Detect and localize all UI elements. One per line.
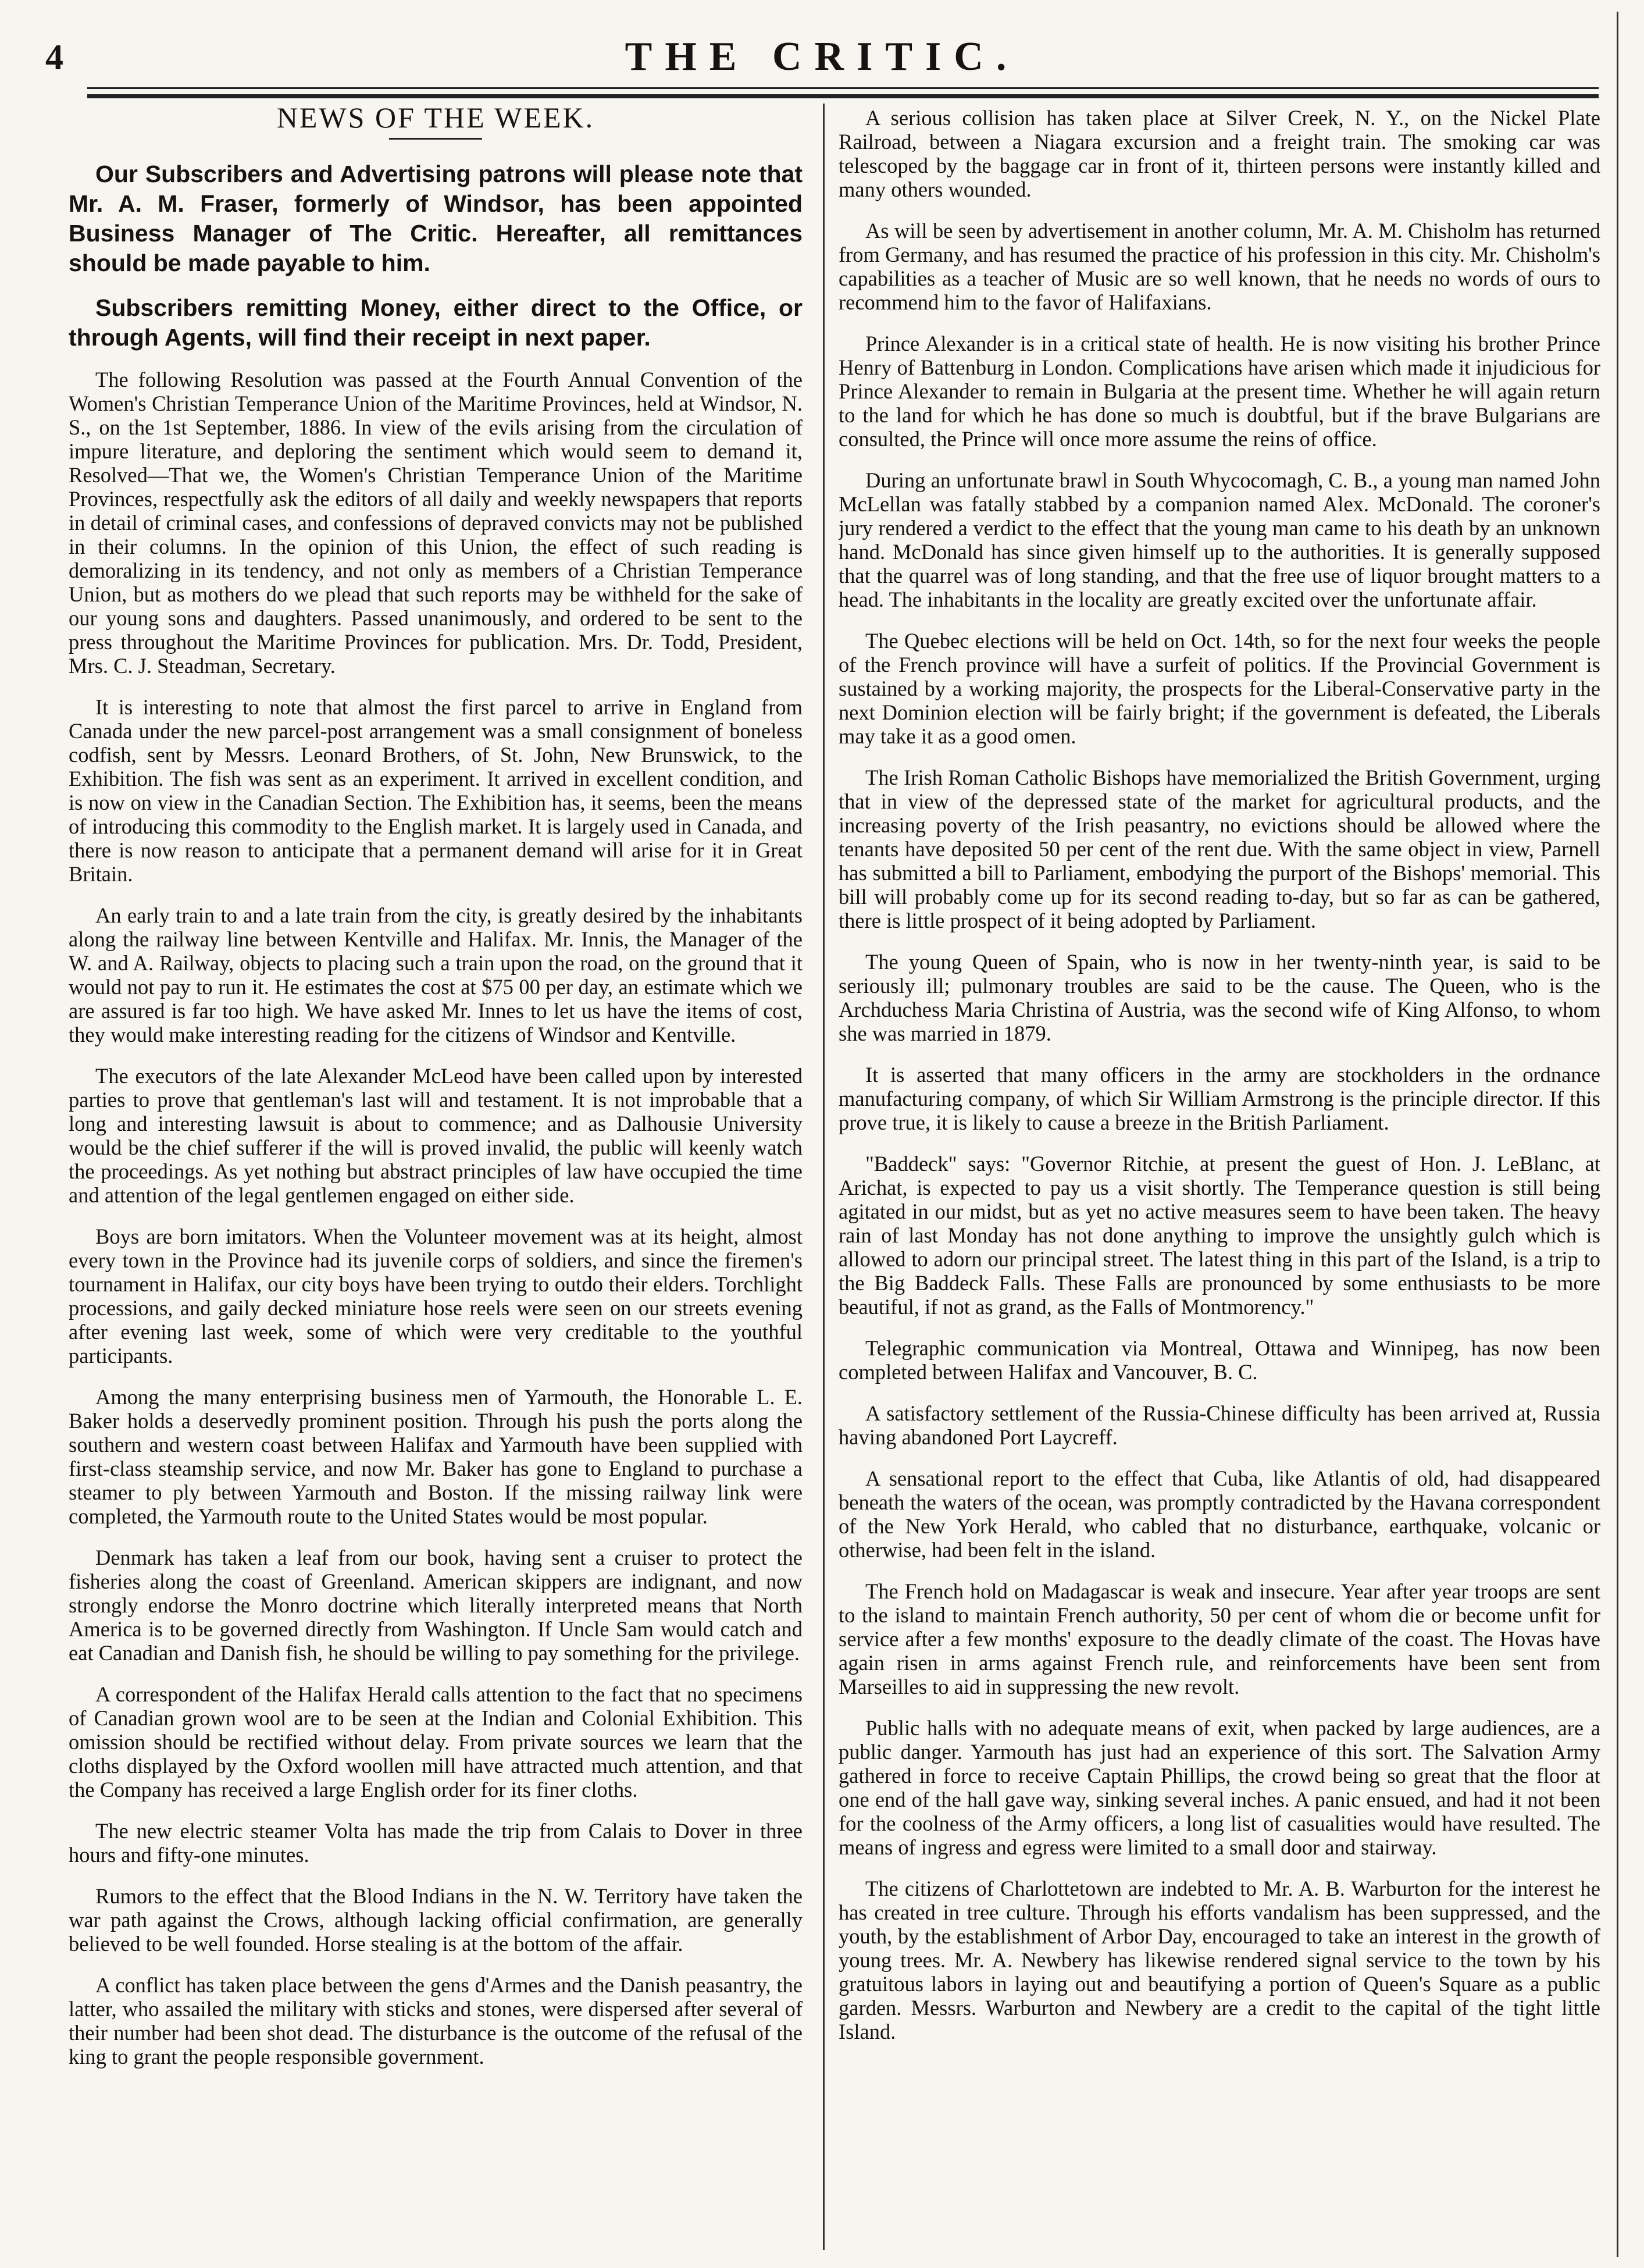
- news-item-volta: The new electric steamer Volta has made the trip from Calais to Dover in three hours and fifty-one minutes.: [69, 1819, 803, 1867]
- news-item-codfish: It is interesting to note that almost the first parcel to arrive in England from Canada under the new parcel-post arrangement was a small consignment of boneless codfish, sent by Messrs. Leonard Brothers, of St. John, New Brunswick, to the Exhibition. The fish was sent as an experiment. It arrived in excellent condition, and is now on view in the Canadian Section. The Exhibition has, it seems, been the means of introducing this commodity to the English market. It is largely used in Canada, and there is now reason to anticipate that a permanent demand will arise for it in Great Britain.: [69, 695, 803, 886]
- left-column: [69, 106, 803, 2252]
- news-item-yarmouth: Among the many enterprising business men of Yarmouth, the Honorable L. E. Baker holds a deservedly prominent position. Through his push the ports along the southern and western coast between Halifax and Yarmouth have been supplied with first-class steamship service, and now Mr. Baker has gone to England to purchase a steamer to ply between Yarmouth and Boston. If the missing railway link were completed, the Yarmouth route to the United States would be most popular.: [69, 1385, 803, 1528]
- news-item-quebec-elections: The Quebec elections will be held on Oct. 14th, so for the next four weeks the people of the French province will have a surfeit of politics. If the Provincial Government is sustained by a working majority, the prospects for the Liberal-Conservative party in the next Dominion election will be fairly bright; if the government is defeated, the Liberals may take it as a good omen.: [839, 629, 1600, 748]
- news-item-wctu-resolution: The following Resolution was passed at the Fourth Annual Convention of the Women's Christian Temperance Union of the Maritime Provinces, held at Windsor, N. S., on the 1st September, 1886. In view of the evils arising from the circulation of impure literature, and deploring the sentiment which would seem to demand it, Resolved—That we, the Women's Christian Temperance Union of the Maritime Provinces, respectfully ask the editors of all daily and weekly newspapers that reports in detail of criminal cases, and confessions of depraved convicts may not be published in their columns. In the opinion of this Union, the effect of such reading is demoralizing in its tendency, and not only as members of a Christian Temperance Union, but as mothers do we plead that such reports may be withheld for the sake of our young sons and daughters. Passed unanimously, and ordered to be sent to the press throughout the Maritime Provinces for publication. Mrs. Dr. Todd, President, Mrs. C. J. Steadman, Secretary.: [69, 368, 803, 678]
- news-item-irish-bishops: The Irish Roman Catholic Bishops have memorialized the British Government, urging that in view of the depressed state of the market for agricultural products, and the increasing poverty of the Irish peasantry, no evictions should be allowed where the tenants have deposited 50 per cent of the rent due. With the same object in view, Parnell has submitted a bill to Parliament, embodying the purport of the Bishops' memorial. This bill will probably come up for its second reading to-day, but so far as can be gathered, there is little prospect of it being adopted by Parliament.: [839, 766, 1600, 932]
- header-rule-thick: [87, 94, 1599, 98]
- news-item-brawl: During an unfortunate brawl in South Whycocomagh, C. B., a young man named John McLellan was fatally stabbed by a companion named Alex. McDonald. The coroner's jury rendered a verdict to the effect that the young man came to his death by an unknown hand. McDonald has since given himself up to the authorities. It is generally supposed that the quarrel was of long standing, and that the free use of liquor brought matters to a head. The inhabitants in the locality are greatly excited over the unfortunate affair.: [839, 468, 1600, 611]
- page-edge-rule: [1617, 12, 1618, 2257]
- news-item-collision: A serious collision has taken place at Silver Creek, N. Y., on the Nickel Plate Railroad, between a Niagara excursion and a freight train. The smoking car was telescoped by the baggage car in front of it, thirteen persons were instantly killed and many others wounded.: [839, 106, 1600, 201]
- news-item-mcleod-will: The executors of the late Alexander McLeod have been called upon by interested parties to prove that gentleman's last will and testament. It is not improbable that a long and interesting lawsuit is about to commence; and as Dalhousie University would be the chief sufferer if the will is proved invalid, the public will keenly watch the proceedings. As yet nothing but abstract principles of law have occupied the time and attention of the legal gentlemen engaged on either side.: [69, 1064, 803, 1207]
- news-item-telegraph: Telegraphic communication via Montreal, Ottawa and Winnipeg, has now been completed between Halifax and Vancouver, B. C.: [839, 1336, 1600, 1384]
- masthead: THE CRITIC.: [625, 34, 1019, 79]
- news-item-boys: Boys are born imitators. When the Volunteer movement was at its height, almost every town in the Province had its juvenile corps of soldiers, and since the firemen's tournament in Halifax, our city boys have been trying to outdo their elders. Torchlight processions, and gaily decked miniature hose reels were seen on our streets evening after evening last week, some of which were very creditable to the youthful participants.: [69, 1224, 803, 1368]
- title-rule: [389, 138, 482, 140]
- news-item-ordnance: It is asserted that many officers in the army are stockholders in the ordnance manufacturing company, of which Sir William Armstrong is the principle director. If this prove true, it is likely to cause a breeze in the British Parliament.: [839, 1063, 1600, 1134]
- news-item-prince-alexander: Prince Alexander is in a critical state of health. He is now visiting his brother Prince Henry of Battenburg in London. Complications have arisen which made it injudicious for Prince Alexander to remain in Bulgaria at the present time. Whether he will again return to the land for which he has done so much is doubtful, but if the brave Bulgarians are consulted, the Prince will once more assume the reins of office.: [839, 332, 1600, 451]
- right-column: [839, 106, 1600, 2252]
- header-rule-thin: [87, 87, 1599, 89]
- news-item-denmark: Denmark has taken a leaf from our book, having sent a cruiser to protect the fisheries along the coast of Greenland. American skippers are indignant, and now strongly endorse the Monro doctrine which literally interpreted means that North America is to be governed directly from Washington. If Uncle Sam would catch and eat Canadian and Danish fish, he should be willing to pay something for the privilege.: [69, 1546, 803, 1665]
- news-item-blood-indians: Rumors to the effect that the Blood Indians in the N. W. Territory have taken the war path against the Crows, although lacking official confirmation, are generally believed to be well founded. Horse stealing is at the bottom of the affair.: [69, 1884, 803, 1956]
- news-item-public-halls: Public halls with no adequate means of exit, when packed by large audiences, are a public danger. Yarmouth has just had an experience of this sort. The Salvation Army gathered in force to receive Captain Phillips, the crowd being so great that the floor at one end of the hall gave way, sinking several inches. A panic ensued, and had it not been for the coolness of the Army officers, a long list of casualities would have resulted. The means of ingress and egress were limited to a small door and stairway.: [839, 1716, 1600, 1859]
- news-item-baddeck: "Baddeck" says: "Governor Ritchie, at present the guest of Hon. J. LeBlanc, at Arichat, is expected to pay us a visit shortly. The Temperance question is still being agitated in our midst, but as yet no active measures seem to have been taken. The heavy rain of last Monday has not done anything to improve the unsightly gulch which is allowed to adorn our principal street. The latest thing in this part of the Island, is a trip to the Big Baddeck Falls. These Falls are pronounced by some enthusiasts to be more beautiful, if not as grand, as the Falls of Montmorency.": [839, 1152, 1600, 1319]
- news-item-queen-spain: The young Queen of Spain, who is now in her twenty-ninth year, is said to be seriously ill; pulmonary troubles are said to be the cause. The Queen, who is the Archduchess Maria Christina of Austria, was the second wife of King Alfonso, to whom she was married in 1879.: [839, 950, 1600, 1045]
- news-item-russia-china: A satisfactory settlement of the Russia-Chinese difficulty has been arrived at, Russia having abandoned Port Laycreff.: [839, 1401, 1600, 1449]
- news-item-madagascar: The French hold on Madagascar is weak and insecure. Year after year troops are sent to the island to maintain French authority, 50 per cent of whom die or become unfit for service after a few months' exposure to the deadly climate of the coast. The Hovas have again risen in arms against French rule, and reinforcements have been sent from Marseilles to aid in suppressing the new revolt.: [839, 1579, 1600, 1699]
- receipt-notice: Subscribers remitting Money, either direct to the Office, or through Agents, will find their receipt in next paper.: [69, 294, 803, 351]
- news-item-danish-conflict: A conflict has taken place between the gens d'Armes and the Danish peasantry, the latter, who assailed the military with sticks and stones, were dispersed after several of their number had been shot dead. The disturbance is the outcome of the refusal of the king to grant the people responsible government.: [69, 1973, 803, 2068]
- page-number: 4: [45, 38, 63, 77]
- news-item-wool: A correspondent of the Halifax Herald calls attention to the fact that no specimens of Canadian grown wool are to be seen at the Indian and Colonial Exhibition. This omission should be rectified without delay. From private sources we learn that the cloths displayed by the Oxford woollen mill have attracted much attention, and that the Company has received a large English order for its finer cloths.: [69, 1682, 803, 1801]
- news-item-cuba: A sensational report to the effect that Cuba, like Atlantis of old, had disappeared beneath the waters of the ocean, was promptly contradicted by the Havana correspondent of the New York Herald, who cabled that no disturbance, earthquake, volcanic or otherwise, had been felt in the island.: [839, 1466, 1600, 1562]
- business-manager-notice: Our Subscribers and Advertising patrons will please note that Mr. A. M. Fraser, formerly of Windsor, has been appointed Business Manager of The Critic. Hereafter, all remittances should be made payable to him.: [69, 161, 803, 276]
- news-item-charlottetown: The citizens of Charlottetown are indebted to Mr. A. B. Warburton for the interest he has created in tree culture. Through his efforts vandalism has been suppressed, and the youth, by the establishment of Arbor Day, encouraged to take an interest in the growth of young trees. Mr. A. Newbery has likewise rendered signal service to the town by his gratuitous labors in laying out and beautifying a portion of Queen's Square as a public garden. Messrs. Warburton and Newbery are a credit to the capital of the tight little Island.: [839, 1877, 1600, 2043]
- column-divider: [823, 104, 825, 2250]
- section-title: NEWS OF THE WEEK.: [276, 106, 595, 134]
- news-item-chisholm: As will be seen by advertisement in another column, Mr. A. M. Chisholm has returned from Germany, and has resumed the practice of his profession in this city. Mr. Chisholm's capabilities as a teacher of Music are so well known, that he needs no words of ours to recommend him to the favor of Halifaxians.: [839, 219, 1600, 314]
- news-item-train: An early train to and a late train from the city, is greatly desired by the inhabitants along the railway line between Kentville and Halifax. Mr. Innis, the Manager of the W. and A. Railway, objects to placing such a train upon the road, on the ground that it would not pay to run it. He estimates the cost at $75 00 per day, an estimate which we are assured is far too high. We have asked Mr. Innes to let us have the items of cost, they would make interesting reading for the citizens of Windsor and Kentville.: [69, 903, 803, 1046]
